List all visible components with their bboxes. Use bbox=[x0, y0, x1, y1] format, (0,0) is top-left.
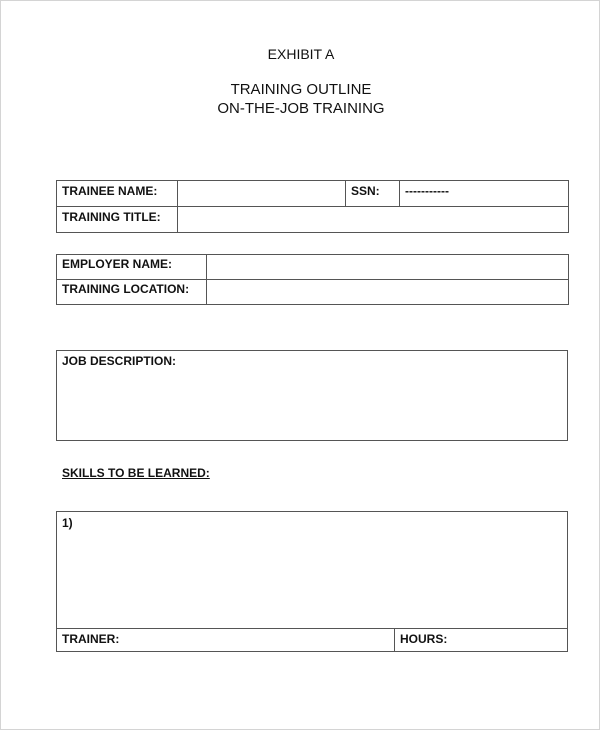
table-row bbox=[57, 255, 569, 280]
training-location-label: TRAINING LOCATION: bbox=[57, 280, 207, 305]
training-title-label: TRAINING TITLE: bbox=[57, 207, 178, 233]
job-description-box[interactable] bbox=[56, 350, 568, 441]
trainee-info-table bbox=[56, 180, 569, 233]
employer-name-label: EMPLOYER NAME: bbox=[57, 255, 207, 280]
skill-item-number: 1) bbox=[62, 516, 73, 530]
training-location-field[interactable] bbox=[207, 280, 569, 305]
document-subtitle: ON-THE-JOB TRAINING bbox=[217, 100, 385, 117]
trainer-label: TRAINER: bbox=[62, 632, 120, 646]
exhibit-label: EXHIBIT A bbox=[267, 46, 335, 62]
job-description-label: JOB DESCRIPTION: bbox=[62, 354, 177, 368]
trainee-name-field[interactable] bbox=[178, 181, 346, 207]
hours-label: HOURS: bbox=[400, 632, 448, 646]
skills-box[interactable] bbox=[56, 511, 568, 652]
training-title-field[interactable] bbox=[178, 207, 569, 233]
document-title: TRAINING OUTLINE bbox=[230, 81, 372, 98]
column-divider bbox=[394, 629, 395, 651]
trainee-name-label: TRAINEE NAME: bbox=[57, 181, 178, 207]
employer-name-field[interactable] bbox=[207, 255, 569, 280]
employer-info-table bbox=[56, 254, 569, 305]
skills-footer-row bbox=[57, 628, 567, 651]
ssn-label: SSN: bbox=[346, 181, 400, 207]
table-row bbox=[57, 207, 569, 233]
skills-heading: SKILLS TO BE LEARNED: bbox=[62, 466, 210, 480]
table-row bbox=[57, 181, 569, 207]
table-row bbox=[57, 280, 569, 305]
ssn-field[interactable]: ----------- bbox=[400, 181, 569, 207]
